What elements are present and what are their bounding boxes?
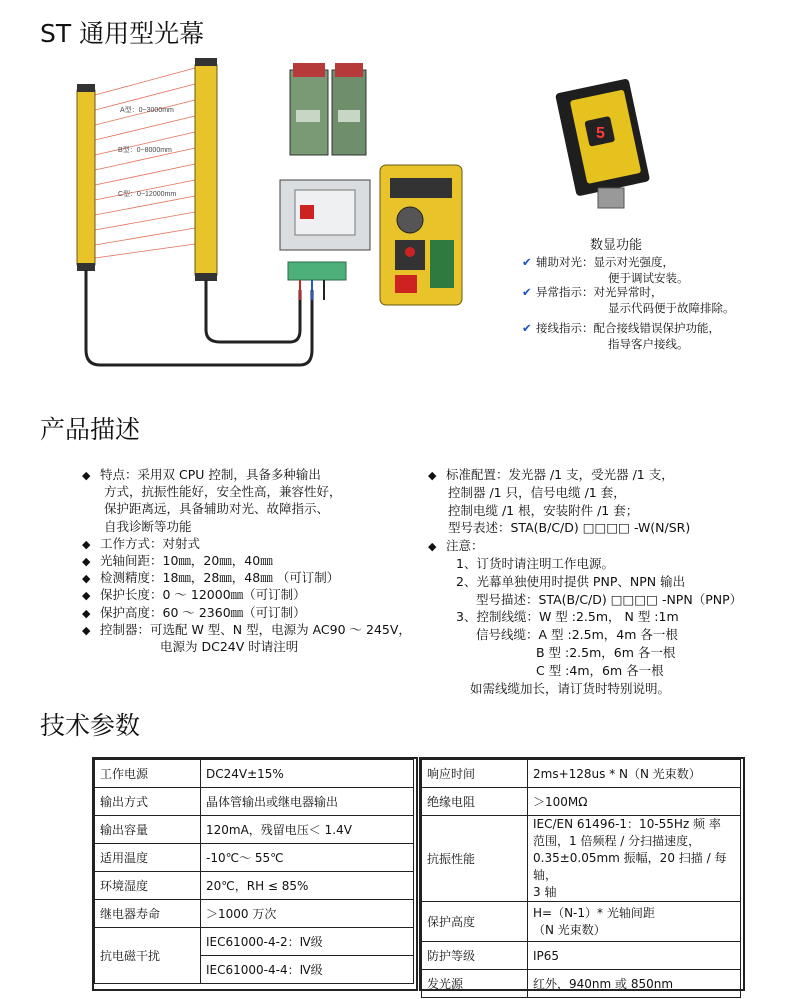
description-line [448,519,690,536]
spec-value-line: 3 轴 [533,885,557,899]
spec-key: 抗电磁干扰 [95,928,201,984]
description-line [448,502,638,519]
description-line [456,573,685,590]
spec-key: 环境湿度 [95,872,201,900]
description-text: 控制器 /1 只，信号电缆 /1 套， [448,484,626,500]
description-title: 产品描述 [40,415,141,444]
description-text: 型号描述：STA(B/C/D) □□□□ -NPN（PNP） [476,591,743,607]
spec-row [422,816,741,902]
description-line [428,537,484,555]
description-line [428,466,674,484]
spec-value: IEC61000-4-4：Ⅳ级 [201,956,414,984]
spec-value: 晶体管输出或继电器输出 [201,788,414,816]
spec-value: ＞1000 万次 [201,900,414,928]
diamond-bullet-icon: ◆ [82,537,91,551]
spec-row [95,844,414,872]
relay-module-icon [290,63,366,155]
description-line [82,466,321,484]
spec-row [95,928,414,956]
description-text: 电源为 DC24V 时请注明 [160,639,299,654]
description-line [82,621,411,639]
description-text: 保护长度：0 ～ 12000㎜（可订制） [100,587,306,603]
spec-key: 继电器寿命 [95,900,201,928]
emitter-bar-icon [77,84,95,271]
feature-item [522,284,663,300]
spec-value-line: IEC/EN 61496-1：10-55Hz 频 率 [533,817,721,831]
description-text: 保护高度：60 ～ 2360㎜（可订制） [100,604,306,620]
description-text: B 型 :2.5m，6m 各一根 [536,645,676,660]
digital-sensor-icon [555,78,650,208]
feature-item [522,254,674,270]
description-line [448,484,626,501]
feature-label: 辅助对光： [536,255,594,269]
spec-row [95,872,414,900]
terminal-connector-icon [288,262,346,300]
description-line [82,535,200,553]
diamond-bullet-icon: ◆ [82,623,91,637]
description-text: C 型 :4m，6m 各一根 [536,662,664,678]
description-line [104,518,192,535]
feature-text: 对光异常时， [593,285,663,299]
check-icon: ✔ [522,255,532,269]
description-line [82,604,306,622]
description-line [82,586,306,604]
spec-value-line: （N 光束数） [533,922,606,937]
description-text: 注意： [446,538,484,554]
description-text: 如需线缆加长，请订货时特别说明。 [470,680,671,696]
description-line [476,591,742,608]
description-line [536,662,664,679]
specs-title: 技术参数 [40,711,141,740]
description-text: 自我诊断等功能 [104,518,192,534]
specs-left-table [94,759,414,984]
description-text: 型号表述：STA(B/C/D) □□□□ -W(N/SR) [448,520,691,536]
spec-key: 保护高度 [422,902,528,942]
spec-key: 输出方式 [95,788,201,816]
spec-key: 发光源 [422,970,528,998]
spec-value: IEC61000-4-2：Ⅳ级 [201,928,414,956]
spec-value [528,816,741,902]
description-text: 控制器：可选配 W 型、N 型，电源为 AC90 ～ 245V， [100,621,411,637]
feature-text: 显示对光强度， [593,255,674,269]
spec-value: IP65 [528,942,741,970]
spec-value: 120mA，残留电压＜ 1.4V [201,816,414,844]
description-text: 特点：采用双 CPU 控制，具备多种输出 [100,467,321,482]
feature-label: 异常指示： [536,285,594,299]
diamond-bullet-icon: ◆ [428,540,437,554]
description-line [104,483,342,500]
spec-row [422,788,741,816]
yellow-controller-icon [380,165,462,305]
feature-label: 接线指示： [536,321,594,335]
spec-row [95,760,414,788]
description-text: 标准配置：发光器 /1 支，受光器 /1 支， [446,467,674,482]
spec-value: 2ms+128us * N（N 光束数） [528,760,741,788]
spec-row [422,970,741,998]
spec-key: 工作电源 [95,760,201,788]
feature-text: 配合接线错误保护功能， [593,321,720,335]
curtain-label-a: A型：0~3000mm [120,107,174,114]
description-text: 工作方式：对射式 [100,535,201,551]
receiver-bar-icon [195,58,217,281]
spec-value-line: H=（N-1）* 光轴间距 [533,905,655,920]
description-text: 光轴间距：10㎜，20㎜，40㎜ [100,553,273,568]
spec-value-line: 范围，1 倍频程 / 分扫描速度， [533,834,701,848]
spec-value: 红外，940nm 或 850nm [528,970,741,998]
spec-key: 适用温度 [95,844,201,872]
check-icon: ✔ [522,285,532,299]
sensor-display-digit: 5 [596,125,605,142]
description-line [456,555,614,572]
spec-row [95,816,414,844]
description-text: 1、订货时请注明工作电源。 [456,556,614,571]
description-line [536,644,675,661]
spec-value-line: 0.35±0.05mm 振幅，20 扫描 / 每轴， [533,851,727,882]
curtain-label-c: C型：0~12000mm [118,191,177,198]
spec-value: DC24V±15% [201,760,414,788]
description-text: 信号线缆：A 型 :2.5m，4m 各一根 [476,627,678,643]
spec-value: -10℃～ 55℃ [201,844,414,872]
spec-value: ＞100MΩ [528,788,741,816]
description-text: 2、光幕单独使用时提供 PNP、NPN 输出 [456,573,686,589]
diamond-bullet-icon: ◆ [82,469,91,482]
spec-row [95,900,414,928]
diamond-bullet-icon: ◆ [82,572,91,586]
diamond-bullet-icon: ◆ [428,469,437,482]
spec-value: 20℃，RH ≤ 85% [201,872,414,900]
description-line [104,500,329,517]
diamond-bullet-icon: ◆ [82,606,91,620]
description-text: 检测精度：18㎜，28㎜，48㎜ （可订制） [100,570,340,586]
curtain-label-b: B型：0~8000mm [118,147,172,154]
feature-text: 便于调试安装。 [608,271,689,285]
check-icon: ✔ [522,321,532,335]
description-text: 控制电缆 /1 根，安装附件 /1 套； [448,502,639,518]
specs-right-table [421,759,741,998]
feature-text: 指导客户接线。 [608,337,689,351]
diamond-bullet-icon: ◆ [82,555,91,568]
spec-key: 绝缘电阻 [422,788,528,816]
description-text: 3、控制线缆：W 型 :2.5m， N 型 :1m [456,609,679,625]
spec-value [528,902,741,942]
cable-icon [206,280,300,342]
spec-row [422,942,741,970]
feature-item [522,320,720,336]
spec-row [95,788,414,816]
description-text: 保护距离远，具备辅助对光、故障指示、 [104,501,330,517]
spec-key: 输出容量 [95,816,201,844]
digital-features-title: 数显功能 [590,238,643,253]
controller-box-icon [280,180,370,250]
description-line [476,626,678,643]
description-line [82,552,273,570]
spec-row [422,760,741,788]
description-line [470,680,670,697]
cable-icon [86,270,312,365]
spec-key: 抗振性能 [422,816,528,902]
diamond-bullet-icon: ◆ [82,589,91,603]
page-title: ST 通用型光幕 [40,19,205,48]
description-line [456,608,679,625]
spec-row [422,902,741,942]
description-line [82,569,339,587]
feature-text: 显示代码便于故障排除。 [608,301,735,315]
description-text: 方式，抗振性能好，安全性高，兼容性好， [104,484,342,500]
description-line [160,638,298,655]
spec-key: 响应时间 [422,760,528,788]
light-beams [95,68,195,258]
spec-key: 防护等级 [422,942,528,970]
